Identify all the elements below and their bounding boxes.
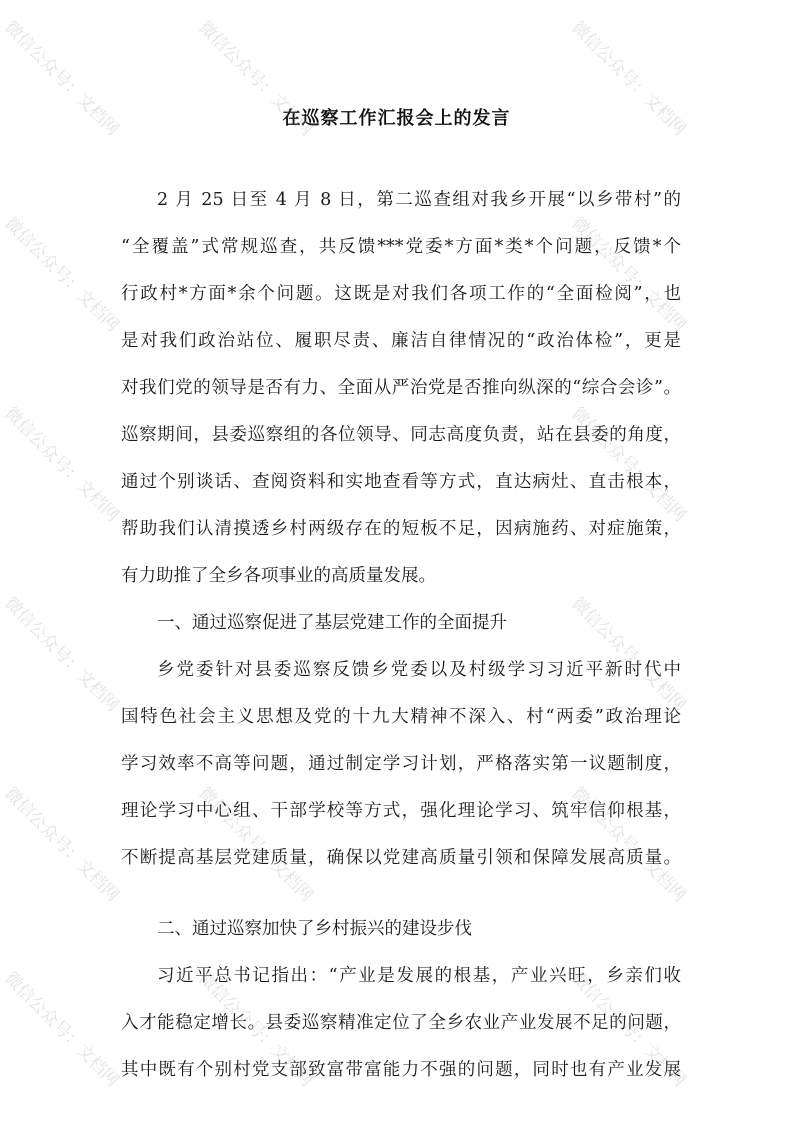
text-line: 乡党委针对县委巡察反馈乡党委以及村级学习习近平新时代中 [157, 660, 681, 680]
section-heading: 二、通过巡察加快了乡村振兴的建设步伐 [157, 919, 472, 939]
watermark: 微信公众号：文档网 [194, 968, 317, 1091]
watermark: 微信公众号：文档网 [0, 593, 123, 716]
text-line: 2 月 25 日至 4 月 8 日，第二巡查组对我乡开展“以乡带村”的 [157, 190, 681, 210]
text-line: 理论学习中心组、干部学校等方式，强化理论学习、筑牢信仰根基， [121, 801, 681, 821]
text-line: 巡察期间，县委巡察组的各位领导、同志高度负责，站在县委的角度， [121, 425, 681, 445]
watermark: 微信公众号：文档网 [567, 593, 690, 716]
watermark: 微信公众号：文档网 [0, 17, 123, 140]
watermark: 微信公众号：文档网 [567, 783, 690, 906]
text-line: 通过个别谈话、查阅资料和实地查看等方式，直达病灶、直击根本， [121, 472, 681, 492]
watermark: 微信公众号：文档网 [194, 17, 317, 140]
text-line: 学习效率不高等问题，通过制定学习计划，严格落实第一议题制度， [121, 754, 681, 774]
watermark: 微信公众号：文档网 [0, 213, 123, 336]
watermark: 微信公众号：文档网 [567, 213, 690, 336]
text-line: 不断提高基层党建质量，确保以党建高质量引领和保障发展高质量。 [121, 848, 681, 868]
watermark: 微信公众号：文档网 [194, 783, 317, 906]
watermark: 微信公众号：文档网 [0, 783, 123, 906]
text-line: 行政村*方面*余个问题。这既是对我们各项工作的“全面检阅”，也 [121, 284, 681, 304]
watermark: 微信公众号：文档网 [0, 403, 123, 526]
text-line: 对我们党的领导是否有力、全面从严治党是否推向纵深的“综合会诊”。 [121, 378, 681, 398]
text-line: 是对我们政治站位、履职尽责、廉洁自律情况的“政治体检”，更是 [121, 331, 681, 351]
text-line: 国特色社会主义思想及党的十九大精神不深入、村“两委”政治理论 [121, 707, 681, 727]
watermark: 微信公众号：文档网 [567, 403, 690, 526]
watermark: 微信公众号：文档网 [0, 968, 123, 1091]
watermark: 微信公众号：文档网 [567, 17, 690, 140]
text-line: 其中既有个别村党支部致富带富能力不强的问题，同时也有产业发展 [121, 1060, 681, 1080]
text-line: “全覆盖”式常规巡查，共反馈***党委*方面*类*个问题，反馈*个 [121, 237, 681, 257]
document-title: 在巡察工作汇报会上的发言 [282, 108, 511, 129]
text-line: 有力助推了全乡各项事业的高质量发展。 [121, 566, 436, 586]
section-heading: 一、通过巡察促进了基层党建工作的全面提升 [157, 613, 507, 633]
text-line: 习近平总书记指出：“产业是发展的根基，产业兴旺，乡亲们收 [157, 966, 681, 986]
text-line: 帮助我们认清摸透乡村两级存在的短板不足，因病施药、对症施策， [121, 519, 681, 539]
watermark: 微信公众号：文档网 [567, 968, 690, 1091]
text-line: 入才能稳定增长。县委巡察精准定位了全乡农业产业发展不足的问题， [121, 1013, 681, 1033]
